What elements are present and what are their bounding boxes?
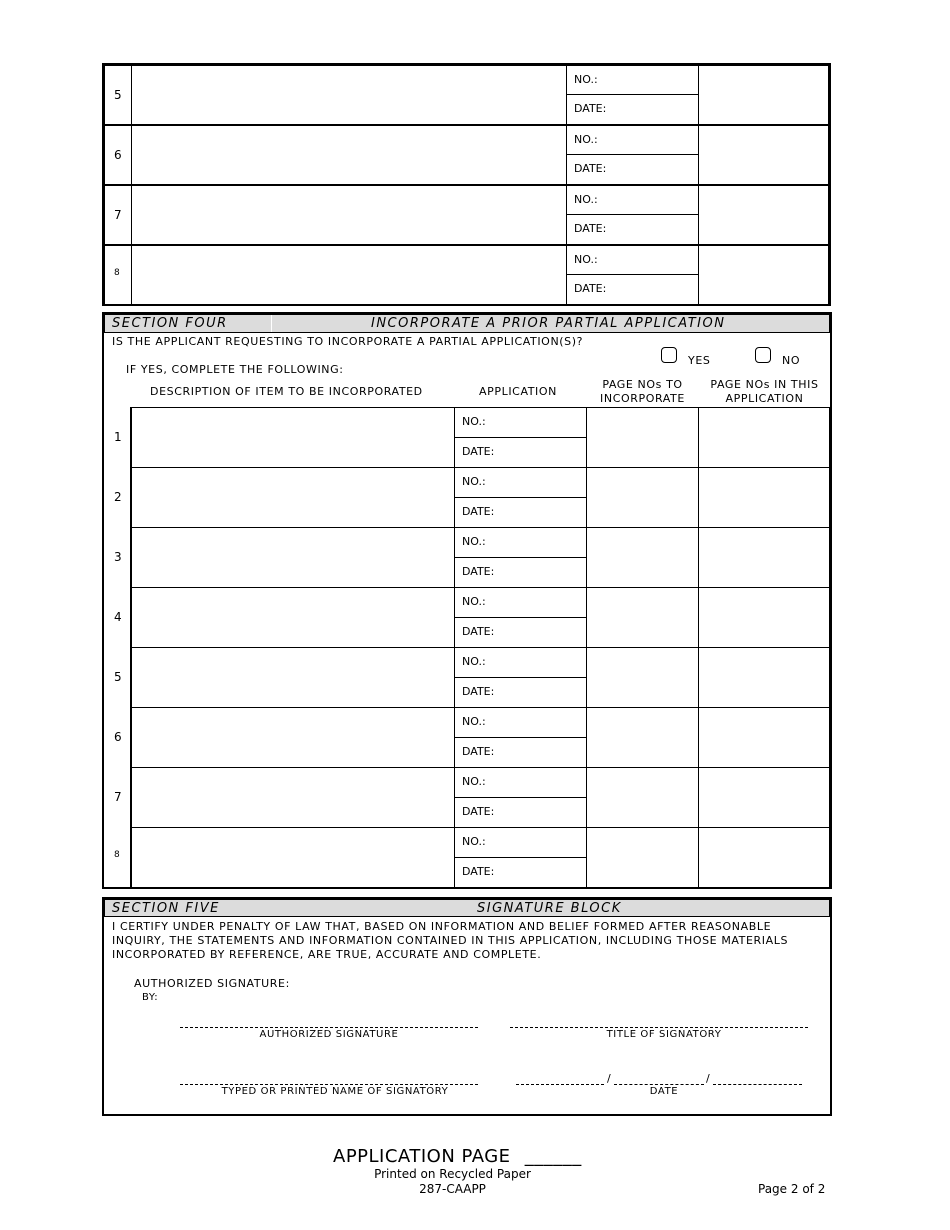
- pages-to-incorporate-cell[interactable]: [586, 527, 699, 588]
- row-number: 4: [114, 610, 122, 624]
- certify-line-1: I CERTIFY UNDER PENALTY OF LAW THAT, BASED ON INFORMATION AND BELIEF FORMED AFTER REASONABLE: [112, 920, 772, 933]
- row-number: 6: [114, 730, 122, 744]
- row-number: 8: [114, 850, 120, 860]
- no-checkbox[interactable]: [755, 347, 771, 363]
- pages-in-application-cell[interactable]: [698, 707, 830, 768]
- row-number: 7: [114, 208, 122, 222]
- no-label: NO.:: [462, 595, 486, 608]
- incorporate-question: IS THE APPLICANT REQUESTING TO INCORPORATE A PARTIAL APPLICATION(S)?: [112, 335, 584, 348]
- date-label: DATE:: [462, 685, 495, 698]
- date-separator-2: /: [706, 1072, 711, 1085]
- no-label: NO.:: [462, 835, 486, 848]
- no-label: NO: [782, 354, 801, 367]
- no-label: NO.:: [574, 73, 598, 86]
- description-cell[interactable]: [131, 827, 455, 888]
- date-label: DATE:: [574, 102, 607, 115]
- description-cell[interactable]: [131, 647, 455, 708]
- col-header-pages-in-application: [699, 378, 830, 406]
- col-header-pages-to-incorporate: [587, 378, 698, 406]
- page-cell[interactable]: [698, 125, 829, 185]
- authorized-signature-label: AUTHORIZED SIGNATURE:: [134, 977, 290, 990]
- title-caption: TITLE OF SIGNATORY: [606, 1029, 722, 1040]
- row-number: 1: [114, 430, 122, 444]
- yes-label: YES: [688, 354, 711, 367]
- pages-in-application-cell[interactable]: [698, 407, 830, 468]
- row-number-cell: [104, 125, 132, 185]
- no-label: NO.:: [462, 715, 486, 728]
- date-label: DATE:: [462, 625, 495, 638]
- date-label: DATE:: [462, 505, 495, 518]
- col-header-description: DESCRIPTION OF ITEM TO BE INCORPORATED: [150, 385, 423, 398]
- yes-checkbox[interactable]: [661, 347, 677, 363]
- col-header-pages-in-line1: PAGE NOs IN THIS: [710, 378, 819, 391]
- col-header-pages-to-line2: INCORPORATE: [600, 392, 685, 405]
- row-number-cell: [104, 185, 132, 245]
- no-label: NO.:: [574, 133, 598, 146]
- pages-to-incorporate-cell[interactable]: [586, 467, 699, 528]
- description-cell[interactable]: [131, 245, 567, 305]
- date-label: DATE:: [462, 565, 495, 578]
- description-cell[interactable]: [131, 527, 455, 588]
- date-label: DATE:: [574, 162, 607, 175]
- row-number: 6: [114, 148, 122, 162]
- row-number: 2: [114, 490, 122, 504]
- pages-in-application-cell[interactable]: [698, 827, 830, 888]
- certify-line-3: INCORPORATED BY REFERENCE, ARE TRUE, ACCURATE AND COMPLETE.: [112, 948, 542, 961]
- row-number: 8: [114, 268, 120, 278]
- section-four-label: SECTION FOUR: [112, 316, 228, 331]
- col-header-pages-in-line2: APPLICATION: [725, 392, 804, 405]
- pages-to-incorporate-cell[interactable]: [586, 647, 699, 708]
- section-four-header: [104, 314, 830, 333]
- no-label: NO.:: [462, 535, 486, 548]
- no-label: NO.:: [462, 415, 486, 428]
- application-page-label: [333, 1146, 582, 1167]
- col-header-application: APPLICATION: [479, 385, 557, 398]
- description-cell[interactable]: [131, 125, 567, 185]
- row-number: 5: [114, 88, 122, 102]
- header-divider: [271, 315, 272, 332]
- section-four-title: INCORPORATE A PRIOR PARTIAL APPLICATION: [371, 316, 726, 331]
- no-label: NO.:: [462, 655, 486, 668]
- no-label: NO.:: [462, 775, 486, 788]
- no-label: NO.:: [462, 475, 486, 488]
- pages-in-application-cell[interactable]: [698, 527, 830, 588]
- pages-in-application-cell[interactable]: [698, 647, 830, 708]
- by-label: BY:: [142, 992, 159, 1003]
- row-number-cell: [104, 245, 132, 305]
- description-cell[interactable]: [131, 407, 455, 468]
- description-cell[interactable]: [131, 65, 567, 125]
- pages-in-application-cell[interactable]: [698, 767, 830, 828]
- description-cell[interactable]: [131, 707, 455, 768]
- application-page-number: ______: [524, 1146, 582, 1167]
- date-caption: DATE: [649, 1086, 679, 1097]
- no-label: NO.:: [574, 253, 598, 266]
- recycled-paper-note: Printed on Recycled Paper: [374, 1167, 531, 1181]
- section-five-header: [104, 899, 830, 917]
- page-cell[interactable]: [698, 65, 829, 125]
- row-number-column-divider: [130, 407, 131, 887]
- pages-in-application-cell[interactable]: [698, 587, 830, 648]
- description-cell[interactable]: [131, 185, 567, 245]
- no-label: NO.:: [574, 193, 598, 206]
- row-number: 7: [114, 790, 122, 804]
- pages-in-application-cell[interactable]: [698, 467, 830, 528]
- description-cell[interactable]: [131, 587, 455, 648]
- date-separator-1: /: [607, 1072, 612, 1085]
- pages-to-incorporate-cell[interactable]: [586, 707, 699, 768]
- page-number: Page 2 of 2: [758, 1182, 826, 1196]
- pages-to-incorporate-cell[interactable]: [586, 407, 699, 468]
- certification-statement: [112, 920, 788, 962]
- pages-to-incorporate-cell[interactable]: [586, 587, 699, 648]
- description-cell[interactable]: [131, 767, 455, 828]
- date-label: DATE:: [574, 222, 607, 235]
- certify-line-2: INQUIRY, THE STATEMENTS AND INFORMATION CONTAINED IN THIS APPLICATION, INCLUDING THOSE MATERIALS: [112, 934, 789, 947]
- page-cell[interactable]: [698, 185, 829, 245]
- application-page-text: APPLICATION PAGE: [333, 1146, 511, 1167]
- pages-to-incorporate-cell[interactable]: [586, 767, 699, 828]
- if-yes-instruction: IF YES, COMPLETE THE FOLLOWING:: [126, 363, 344, 376]
- date-label: DATE:: [462, 745, 495, 758]
- form-number: 287-CAAPP: [419, 1182, 486, 1196]
- date-label: DATE:: [462, 865, 495, 878]
- pages-to-incorporate-cell[interactable]: [586, 827, 699, 888]
- col-header-pages-to-line1: PAGE NOs TO: [602, 378, 683, 391]
- section-five-title: SIGNATURE BLOCK: [477, 901, 622, 916]
- row-number: 3: [114, 550, 122, 564]
- signature-caption: AUTHORIZED SIGNATURE: [259, 1029, 399, 1040]
- row-number-cell: [104, 65, 132, 125]
- printed-name-caption: TYPED OR PRINTED NAME OF SIGNATORY: [221, 1086, 449, 1097]
- row-number: 5: [114, 670, 122, 684]
- section-five-label: SECTION FIVE: [112, 901, 220, 916]
- date-label: DATE:: [462, 805, 495, 818]
- page-cell[interactable]: [698, 245, 829, 305]
- description-cell[interactable]: [131, 467, 455, 528]
- date-label: DATE:: [574, 282, 607, 295]
- date-label: DATE:: [462, 445, 495, 458]
